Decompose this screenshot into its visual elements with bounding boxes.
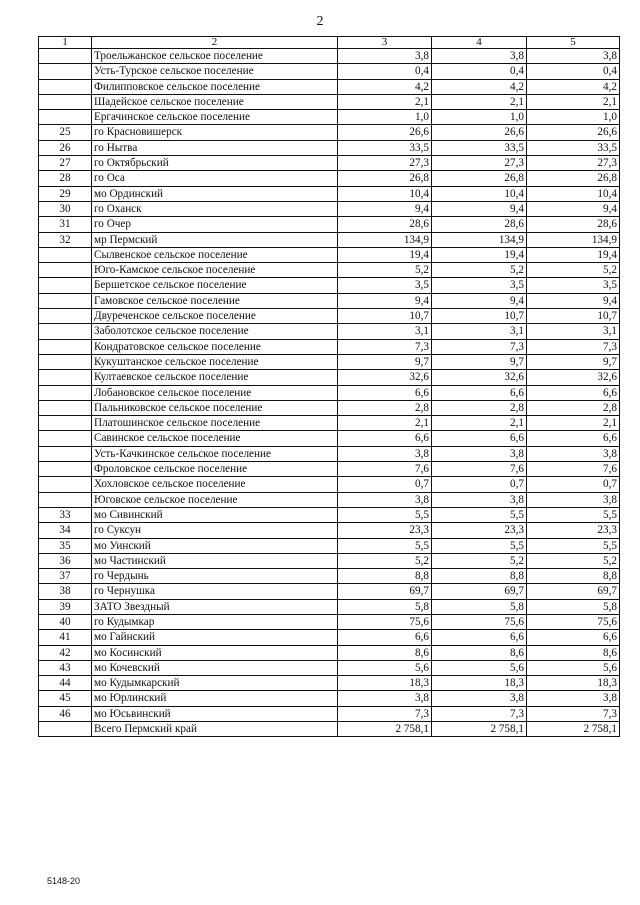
row-value-col3: 5,5 (338, 507, 432, 522)
row-value-col3: 5,2 (338, 263, 432, 278)
row-value-col3: 2,1 (338, 94, 432, 109)
row-value-col5: 3,1 (527, 324, 620, 339)
row-value-col3: 3,1 (338, 324, 432, 339)
table-row (39, 400, 620, 415)
row-number (39, 492, 92, 507)
row-number (39, 49, 92, 64)
row-value-col5: 3,8 (527, 49, 620, 64)
row-name: Усть-Турское сельское поселение (92, 64, 338, 79)
row-name: мо Косинский (92, 645, 338, 660)
row-name: мо Юсьвинский (92, 706, 338, 721)
row-name: Юговское сельское поселение (92, 492, 338, 507)
row-number (39, 722, 92, 737)
document-code: 5148-20 (47, 876, 81, 886)
row-value-col5: 5,5 (527, 538, 620, 553)
row-name: го Кудымкар (92, 614, 338, 629)
table-row (39, 309, 620, 324)
row-number: 32 (39, 232, 92, 247)
row-value-col5: 3,8 (527, 691, 620, 706)
row-name: мо Кудымкарский (92, 676, 338, 691)
row-name: го Оса (92, 171, 338, 186)
row-value-col5: 10,4 (527, 186, 620, 201)
row-value-col3: 19,4 (338, 247, 432, 262)
table-row (39, 278, 620, 293)
row-value-col5: 1,0 (527, 110, 620, 125)
table-row (39, 584, 620, 599)
row-number (39, 477, 92, 492)
row-value-col3: 3,8 (338, 49, 432, 64)
row-name: Филипповское сельское поселение (92, 79, 338, 94)
row-value-col5: 5,5 (527, 507, 620, 522)
row-number: 43 (39, 660, 92, 675)
table-row (39, 630, 620, 645)
row-number (39, 247, 92, 262)
row-value-col4: 134,9 (432, 232, 527, 247)
table-row (39, 324, 620, 339)
table-row (39, 462, 620, 477)
row-value-col5: 5,6 (527, 660, 620, 675)
row-value-col3: 134,9 (338, 232, 432, 247)
row-value-col4: 7,3 (432, 339, 527, 354)
row-value-col4: 8,6 (432, 645, 527, 660)
row-value-col5: 3,8 (527, 446, 620, 461)
row-value-col5: 9,7 (527, 354, 620, 369)
table-row (39, 569, 620, 584)
row-number (39, 339, 92, 354)
row-value-col3: 28,6 (338, 217, 432, 232)
row-number: 33 (39, 507, 92, 522)
row-value-col4: 3,8 (432, 492, 527, 507)
table-row (39, 140, 620, 155)
row-value-col3: 5,8 (338, 599, 432, 614)
row-name: го Октябрьский (92, 156, 338, 171)
row-value-col4: 2 758,1 (432, 722, 527, 737)
table-row (39, 110, 620, 125)
row-value-col5: 134,9 (527, 232, 620, 247)
row-name: го Чердынь (92, 569, 338, 584)
row-number (39, 446, 92, 461)
row-name: мо Уинский (92, 538, 338, 553)
row-name: го Чернушка (92, 584, 338, 599)
col-header-1: 1 (39, 37, 92, 49)
row-value-col5: 6,6 (527, 431, 620, 446)
row-value-col4: 26,6 (432, 125, 527, 140)
row-name: мо Юрлинский (92, 691, 338, 706)
row-value-col4: 7,6 (432, 462, 527, 477)
row-number (39, 431, 92, 446)
row-value-col3: 69,7 (338, 584, 432, 599)
table-body (39, 49, 620, 737)
row-value-col4: 75,6 (432, 614, 527, 629)
row-value-col4: 32,6 (432, 370, 527, 385)
row-value-col3: 3,8 (338, 446, 432, 461)
row-value-col4: 6,6 (432, 431, 527, 446)
row-value-col4: 33,5 (432, 140, 527, 155)
row-name: Юго-Камское сельское поселение (92, 263, 338, 278)
row-value-col3: 23,3 (338, 523, 432, 538)
table-row (39, 232, 620, 247)
row-value-col5: 32,6 (527, 370, 620, 385)
row-number: 34 (39, 523, 92, 538)
row-number (39, 416, 92, 431)
table-row (39, 431, 620, 446)
row-value-col4: 5,2 (432, 263, 527, 278)
row-number (39, 400, 92, 415)
row-name: го Очер (92, 217, 338, 232)
row-value-col3: 18,3 (338, 676, 432, 691)
row-value-col4: 3,5 (432, 278, 527, 293)
row-value-col4: 23,3 (432, 523, 527, 538)
row-name: го Оханск (92, 201, 338, 216)
table-row (39, 293, 620, 308)
row-value-col5: 19,4 (527, 247, 620, 262)
row-value-col5: 10,7 (527, 309, 620, 324)
row-number: 42 (39, 645, 92, 660)
row-number (39, 263, 92, 278)
row-value-col4: 3,8 (432, 49, 527, 64)
row-value-col3: 26,6 (338, 125, 432, 140)
row-number: 25 (39, 125, 92, 140)
table-row (39, 125, 620, 140)
table-row (39, 64, 620, 79)
row-value-col5: 0,4 (527, 64, 620, 79)
table-row (39, 156, 620, 171)
row-name: Заболотское сельское поселение (92, 324, 338, 339)
row-number (39, 110, 92, 125)
table-row (39, 201, 620, 216)
row-number: 30 (39, 201, 92, 216)
row-value-col4: 2,8 (432, 400, 527, 415)
row-number (39, 293, 92, 308)
row-value-col3: 2,1 (338, 416, 432, 431)
row-name: Ергачинское сельское поселение (92, 110, 338, 125)
row-value-col4: 6,6 (432, 630, 527, 645)
row-value-col3: 32,6 (338, 370, 432, 385)
page-number: 2 (316, 14, 324, 29)
row-name: Савинское сельское поселение (92, 431, 338, 446)
row-number: 46 (39, 706, 92, 721)
header-row (39, 37, 620, 49)
table-row (39, 247, 620, 262)
row-value-col5: 7,3 (527, 706, 620, 721)
col-header-5: 5 (527, 37, 620, 49)
row-value-col5: 8,6 (527, 645, 620, 660)
row-value-col5: 4,2 (527, 79, 620, 94)
row-value-col3: 4,2 (338, 79, 432, 94)
row-value-col5: 33,5 (527, 140, 620, 155)
row-value-col4: 4,2 (432, 79, 527, 94)
row-value-col3: 27,3 (338, 156, 432, 171)
table-row (39, 507, 620, 522)
table-row (39, 339, 620, 354)
row-value-col4: 26,8 (432, 171, 527, 186)
table-row (39, 79, 620, 94)
row-value-col4: 69,7 (432, 584, 527, 599)
row-number: 27 (39, 156, 92, 171)
row-number: 45 (39, 691, 92, 706)
row-value-col3: 10,7 (338, 309, 432, 324)
row-name: Бершетское сельское поселение (92, 278, 338, 293)
row-number: 29 (39, 186, 92, 201)
row-value-col3: 6,6 (338, 630, 432, 645)
row-number: 39 (39, 599, 92, 614)
row-name: Сылвенское сельское поселение (92, 247, 338, 262)
row-number: 41 (39, 630, 92, 645)
row-value-col3: 9,4 (338, 293, 432, 308)
row-value-col4: 18,3 (432, 676, 527, 691)
row-value-col5: 69,7 (527, 584, 620, 599)
table-row (39, 660, 620, 675)
col-header-3: 3 (338, 37, 432, 49)
row-name: мо Сивинский (92, 507, 338, 522)
row-value-col5: 23,3 (527, 523, 620, 538)
row-number: 44 (39, 676, 92, 691)
row-value-col3: 0,7 (338, 477, 432, 492)
row-value-col4: 9,7 (432, 354, 527, 369)
table-row (39, 217, 620, 232)
table-row (39, 492, 620, 507)
row-value-col4: 5,6 (432, 660, 527, 675)
row-number (39, 79, 92, 94)
row-number: 35 (39, 538, 92, 553)
row-number (39, 94, 92, 109)
table-row (39, 553, 620, 568)
row-value-col3: 7,3 (338, 706, 432, 721)
row-value-col3: 6,6 (338, 385, 432, 400)
row-value-col5: 75,6 (527, 614, 620, 629)
row-number: 36 (39, 553, 92, 568)
row-name: Кондратовское сельское поселение (92, 339, 338, 354)
row-value-col4: 8,8 (432, 569, 527, 584)
row-value-col5: 18,3 (527, 676, 620, 691)
col-header-4: 4 (432, 37, 527, 49)
row-value-col5: 8,8 (527, 569, 620, 584)
row-name: мо Гайнский (92, 630, 338, 645)
row-value-col5: 2,1 (527, 94, 620, 109)
row-name: мо Ординский (92, 186, 338, 201)
row-value-col3: 75,6 (338, 614, 432, 629)
row-value-col3: 3,8 (338, 492, 432, 507)
table-row (39, 645, 620, 660)
table-row (39, 370, 620, 385)
row-value-col3: 1,0 (338, 110, 432, 125)
row-value-col3: 5,6 (338, 660, 432, 675)
row-name: мр Пермский (92, 232, 338, 247)
row-value-col3: 5,5 (338, 538, 432, 553)
table-row (39, 263, 620, 278)
row-number: 40 (39, 614, 92, 629)
row-value-col5: 3,8 (527, 492, 620, 507)
row-value-col3: 9,4 (338, 201, 432, 216)
row-value-col5: 7,3 (527, 339, 620, 354)
row-number: 31 (39, 217, 92, 232)
row-value-col3: 33,5 (338, 140, 432, 155)
table-row (39, 523, 620, 538)
table-row (39, 706, 620, 721)
row-value-col5: 0,7 (527, 477, 620, 492)
table-row (39, 385, 620, 400)
row-number (39, 278, 92, 293)
row-value-col4: 27,3 (432, 156, 527, 171)
row-value-col3: 6,6 (338, 431, 432, 446)
row-name: го Красновишерск (92, 125, 338, 140)
row-name: Хохловское сельское поселение (92, 477, 338, 492)
row-name: Шадейское сельское поселение (92, 94, 338, 109)
table-row (39, 416, 620, 431)
row-value-col3: 2,8 (338, 400, 432, 415)
row-value-col4: 3,1 (432, 324, 527, 339)
row-value-col5: 26,6 (527, 125, 620, 140)
row-value-col4: 1,0 (432, 110, 527, 125)
row-name: Лобановское сельское поселение (92, 385, 338, 400)
row-value-col3: 2 758,1 (338, 722, 432, 737)
row-value-col3: 26,8 (338, 171, 432, 186)
row-value-col5: 5,2 (527, 553, 620, 568)
table-row (39, 722, 620, 737)
row-name: мо Частинский (92, 553, 338, 568)
row-name: Всего Пермский край (92, 722, 338, 737)
row-value-col5: 2 758,1 (527, 722, 620, 737)
row-name: мо Кочевский (92, 660, 338, 675)
row-name: Пальниковское сельское поселение (92, 400, 338, 415)
row-value-col5: 3,5 (527, 278, 620, 293)
table-row (39, 49, 620, 64)
row-value-col5: 6,6 (527, 630, 620, 645)
row-value-col4: 6,6 (432, 385, 527, 400)
row-value-col4: 9,4 (432, 201, 527, 216)
table-row (39, 599, 620, 614)
row-number: 26 (39, 140, 92, 155)
row-value-col4: 0,7 (432, 477, 527, 492)
row-value-col3: 7,6 (338, 462, 432, 477)
row-value-col5: 6,6 (527, 385, 620, 400)
row-value-col4: 9,4 (432, 293, 527, 308)
row-value-col5: 5,8 (527, 599, 620, 614)
row-value-col5: 9,4 (527, 201, 620, 216)
row-value-col3: 9,7 (338, 354, 432, 369)
row-value-col3: 0,4 (338, 64, 432, 79)
row-number (39, 324, 92, 339)
row-value-col4: 2,1 (432, 416, 527, 431)
table-row (39, 477, 620, 492)
row-value-col3: 7,3 (338, 339, 432, 354)
row-value-col4: 0,4 (432, 64, 527, 79)
col-header-2: 2 (92, 37, 338, 49)
table-row (39, 691, 620, 706)
table-row (39, 614, 620, 629)
row-value-col4: 19,4 (432, 247, 527, 262)
table-row (39, 446, 620, 461)
row-value-col3: 8,8 (338, 569, 432, 584)
row-name: го Нытва (92, 140, 338, 155)
row-value-col4: 5,5 (432, 507, 527, 522)
row-value-col5: 5,2 (527, 263, 620, 278)
row-value-col4: 5,5 (432, 538, 527, 553)
row-value-col3: 10,4 (338, 186, 432, 201)
row-name: Култаевское сельское поселение (92, 370, 338, 385)
row-value-col5: 2,8 (527, 400, 620, 415)
row-value-col4: 3,8 (432, 446, 527, 461)
row-number (39, 309, 92, 324)
budget-table (38, 36, 620, 737)
table-row (39, 171, 620, 186)
row-value-col3: 5,2 (338, 553, 432, 568)
table-row (39, 94, 620, 109)
row-value-col4: 10,7 (432, 309, 527, 324)
row-value-col3: 3,8 (338, 691, 432, 706)
row-value-col4: 5,2 (432, 553, 527, 568)
row-value-col4: 28,6 (432, 217, 527, 232)
row-name: ЗАТО Звездный (92, 599, 338, 614)
table-row (39, 186, 620, 201)
row-name: Двуреченское сельское поселение (92, 309, 338, 324)
row-value-col5: 27,3 (527, 156, 620, 171)
row-number (39, 64, 92, 79)
row-value-col4: 2,1 (432, 94, 527, 109)
row-value-col5: 7,6 (527, 462, 620, 477)
row-value-col4: 7,3 (432, 706, 527, 721)
row-value-col3: 3,5 (338, 278, 432, 293)
row-name: Троельжанское сельское поселение (92, 49, 338, 64)
row-number (39, 462, 92, 477)
row-number: 38 (39, 584, 92, 599)
row-number (39, 385, 92, 400)
row-name: Платошинское сельское поселение (92, 416, 338, 431)
row-number (39, 354, 92, 369)
row-name: Гамовское сельское поселение (92, 293, 338, 308)
row-number (39, 370, 92, 385)
row-value-col4: 5,8 (432, 599, 527, 614)
row-value-col5: 9,4 (527, 293, 620, 308)
row-value-col5: 26,8 (527, 171, 620, 186)
row-value-col4: 3,8 (432, 691, 527, 706)
table-row (39, 354, 620, 369)
row-value-col5: 28,6 (527, 217, 620, 232)
table-row (39, 676, 620, 691)
row-value-col4: 10,4 (432, 186, 527, 201)
row-name: го Суксун (92, 523, 338, 538)
row-value-col5: 2,1 (527, 416, 620, 431)
row-value-col3: 8,6 (338, 645, 432, 660)
row-number: 28 (39, 171, 92, 186)
row-name: Фроловское сельское поселение (92, 462, 338, 477)
row-name: Кукуштанское сельское поселение (92, 354, 338, 369)
table-row (39, 538, 620, 553)
row-name: Усть-Качкинское сельское поселение (92, 446, 338, 461)
row-number: 37 (39, 569, 92, 584)
